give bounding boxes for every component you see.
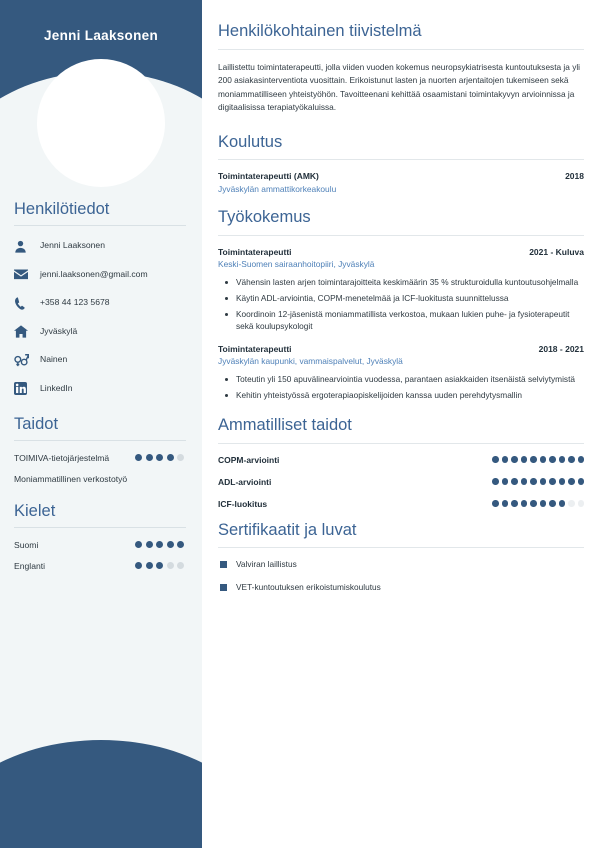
entry — [218, 247, 584, 333]
rating-dot — [167, 562, 174, 569]
experience-list — [218, 247, 584, 402]
entry-organization: Keski-Suomen sairaanhoitopiiri, Jyväskylä — [218, 259, 375, 270]
contact-row[interactable] — [0, 238, 202, 254]
rating-dot — [135, 541, 142, 548]
rating-dot — [167, 541, 174, 548]
contact-value: Jenni Laaksonen — [40, 240, 105, 251]
linkedin-icon — [14, 381, 34, 397]
skill-label: Moniammatillinen verkostotyö — [14, 473, 128, 484]
rating-dot — [511, 500, 518, 507]
rating-dot — [549, 456, 556, 463]
rating-dot — [135, 562, 142, 569]
certificate-label: VET-kuntoutuksen erikoistumiskoulutus — [236, 582, 381, 593]
rating-dot — [530, 500, 537, 507]
sidebar — [0, 0, 202, 848]
skill-rating — [135, 454, 184, 461]
entry-date: 2018 - 2021 — [538, 343, 584, 354]
summary-text: Laillistettu toimintaterapeutti, jolla viiden vuoden kokemus neuropsykiatrisesta kuntoutuksesta ja yli 200 asiakasinterventiota vuosittain. Erikoistunut lasten ja nuorten arjentaitojen tukemiseen sekä moniammatilliseen yhteistyöhön. Tavoitteenani kehittää osaamistani toimintakyvyn arvioinnissa ja digitaalisissa terapiatyökaluissa. — [218, 61, 581, 113]
professional-skill-label: COPM-arviointi — [218, 454, 280, 465]
envelope-icon — [14, 267, 34, 283]
rating-dot — [540, 500, 547, 507]
rating-dot — [177, 562, 184, 569]
contact-value: Nainen — [40, 354, 68, 365]
certificates-list — [218, 559, 584, 592]
divider — [218, 443, 584, 444]
language-label: Englanti — [14, 560, 46, 571]
rating-dot — [549, 500, 556, 507]
rating-dot — [578, 478, 585, 485]
rating-dot — [530, 478, 537, 485]
professional-skill-rating — [492, 478, 584, 485]
languages-heading: Kielet — [14, 501, 56, 520]
contact-value: LinkedIn — [40, 382, 73, 393]
divider — [14, 527, 186, 528]
rating-dot — [511, 456, 518, 463]
rating-dot — [146, 454, 153, 461]
contact-row[interactable] — [0, 352, 202, 368]
rating-dot — [502, 500, 509, 507]
professional-skill-row — [218, 477, 584, 487]
professional-skill-rating — [492, 456, 584, 463]
bullet-item: Koordinoin 12-jäsenistä moniammatillista verkostoa, mukaan lukien puhe- ja fysioterapeutit sekä koulupsykologit — [218, 308, 584, 333]
rating-dot — [135, 454, 142, 461]
contact-value: +358 44 123 5678 — [40, 297, 110, 308]
rating-dot — [492, 456, 499, 463]
rating-dot — [146, 541, 153, 548]
rating-dot — [146, 562, 153, 569]
professional-skills-list — [218, 455, 584, 509]
entry-bullets — [218, 373, 584, 401]
rating-dot — [540, 456, 547, 463]
contact-row[interactable] — [0, 267, 202, 283]
language-row — [0, 561, 202, 571]
entry-header — [218, 247, 584, 257]
professional-skill-row — [218, 455, 584, 465]
professional-skill-label: ADL-arviointi — [218, 476, 272, 487]
rating-dot — [540, 478, 547, 485]
contact-row[interactable] — [0, 295, 202, 311]
entry — [218, 171, 584, 194]
rating-dot — [156, 541, 163, 548]
rating-dot — [492, 500, 499, 507]
professional-skill-row — [218, 499, 584, 509]
phone-icon — [14, 295, 34, 311]
divider — [14, 440, 186, 441]
square-bullet-icon — [220, 584, 227, 591]
rating-dot — [530, 456, 537, 463]
skills-heading: Taidot — [14, 414, 59, 433]
divider — [218, 235, 584, 236]
candidate-name: Jenni Laaksonen — [43, 28, 159, 43]
rating-dot — [156, 562, 163, 569]
language-rating — [135, 541, 184, 548]
divider — [218, 547, 584, 548]
languages-list — [0, 540, 202, 571]
bullet-item: Vähensin lasten arjen toimintarajoitteita keskimäärin 35 % strukturoidulla kuntoutusohjelmalla — [218, 276, 584, 288]
contact-value: jenni.laaksonen@gmail.com — [40, 268, 148, 279]
entry-bullets — [218, 276, 584, 333]
rating-dot — [492, 478, 499, 485]
language-label: Suomi — [14, 539, 39, 550]
personal-details-heading: Henkilötiedot — [14, 200, 110, 218]
profile-photo-placeholder — [37, 59, 165, 187]
divider — [218, 49, 584, 50]
rating-dot — [167, 454, 174, 461]
rating-dot — [502, 478, 509, 485]
skills-list — [0, 453, 202, 484]
entry-title: Toimintaterapeutti — [218, 246, 292, 257]
rating-dot — [559, 478, 566, 485]
rating-dot — [521, 478, 528, 485]
certificate-row — [218, 559, 584, 569]
entry — [218, 344, 584, 402]
rating-dot — [177, 454, 184, 461]
education-list — [218, 171, 584, 194]
rating-dot — [511, 478, 518, 485]
skill-row — [0, 453, 202, 463]
entry-header — [218, 171, 584, 181]
bullet-item: Kehitin yhteistyössä ergoterapiaopiskelijoiden kanssa uuden perehdytysmallin — [218, 389, 584, 401]
entry-organization: Jyväskylän kaupunki, vammaispalvelut, Jyväskylä — [218, 356, 403, 367]
rating-dot — [578, 500, 585, 507]
language-row — [0, 540, 202, 550]
rating-dot — [156, 454, 163, 461]
education-heading: Koulutus — [218, 132, 283, 151]
entry-header — [218, 344, 584, 354]
rating-dot — [559, 456, 566, 463]
contact-list — [0, 238, 202, 397]
home-icon — [14, 324, 34, 340]
contact-row[interactable] — [0, 381, 202, 397]
rating-dot — [568, 456, 575, 463]
entry-date: 2018 — [565, 171, 584, 182]
gender-icon — [14, 352, 34, 368]
contact-value: Jyväskylä — [40, 325, 78, 336]
person-icon — [14, 238, 34, 254]
contact-row[interactable] — [0, 324, 202, 340]
entry-organization: Jyväskylän ammattikorkeakoulu — [218, 183, 337, 194]
language-rating — [135, 562, 184, 569]
experience-heading: Työkokemus — [218, 207, 311, 226]
rating-dot — [502, 456, 509, 463]
rating-dot — [177, 541, 184, 548]
certificates-heading: Sertifikaatit ja luvat — [218, 520, 357, 539]
rating-dot — [578, 456, 585, 463]
bottom-curve-decoration — [0, 740, 202, 848]
entry-title: Toimintaterapeutti — [218, 343, 292, 354]
rating-dot — [549, 478, 556, 485]
rating-dot — [521, 456, 528, 463]
rating-dot — [568, 478, 575, 485]
divider — [14, 225, 186, 226]
certificate-label: Valviran laillistus — [236, 559, 297, 570]
rating-dot — [559, 500, 566, 507]
bullet-item: Toteutin yli 150 apuvälinearviointia vuodessa, parantaen asiakkaiden itsenäistä selviytymistä — [218, 373, 584, 385]
entry-title: Toimintaterapeutti (AMK) — [218, 171, 319, 182]
rating-dot — [521, 500, 528, 507]
square-bullet-icon — [220, 561, 227, 568]
professional-skill-label: ICF-luokitus — [218, 498, 268, 509]
skill-label: TOIMIVA-tietojärjestelmä — [14, 452, 110, 463]
professional-skill-rating — [492, 500, 584, 507]
divider — [218, 159, 584, 160]
summary-heading: Henkilökohtainen tiivistelmä — [218, 22, 422, 40]
skill-row — [0, 474, 202, 484]
certificate-row — [218, 582, 584, 592]
entry-date: 2021 - Kuluva — [529, 246, 584, 257]
professional-skills-heading: Ammatilliset taidot — [218, 415, 352, 434]
rating-dot — [568, 500, 575, 507]
bullet-item: Käytin ADL-arviointia, COPM-menetelmää ja ICF-luokitusta suunnittelussa — [218, 292, 584, 304]
main-content — [202, 0, 600, 848]
